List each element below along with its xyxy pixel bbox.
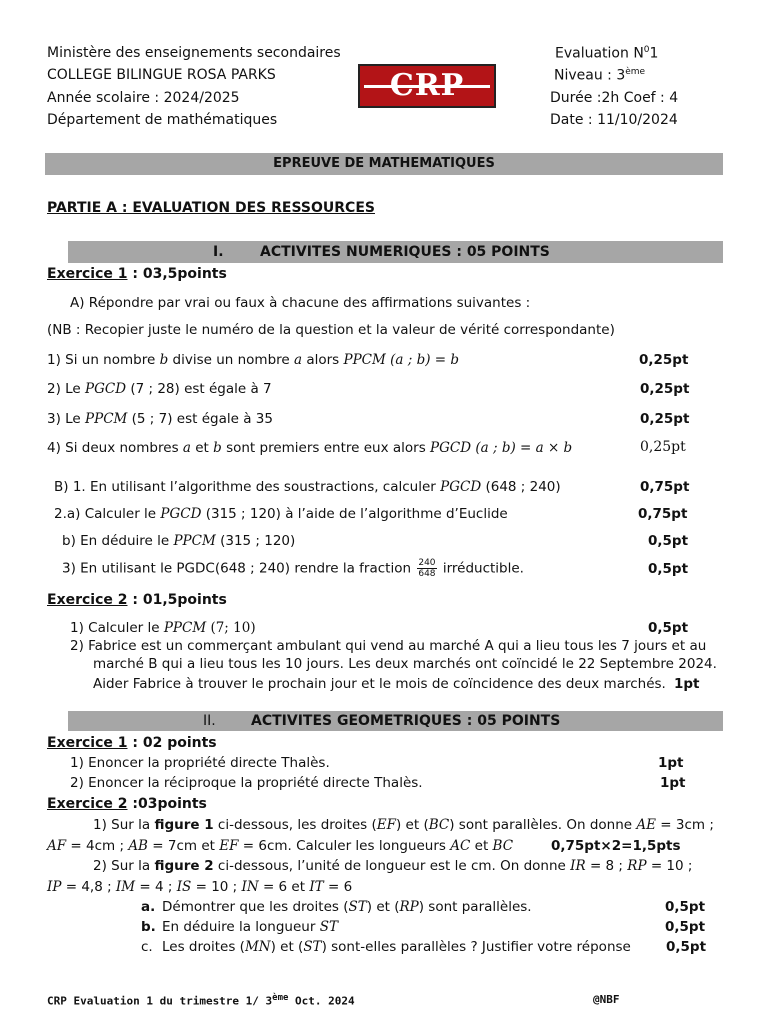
page-title: EPREUVE DE MATHEMATIQUES — [273, 156, 495, 171]
ex1-b-question-3: 3) En utilisant le PGDC(648 ; 240) rendre la fraction $\frac{240}{648}$ irréductible. — [62, 558, 524, 579]
geo-ex1-q2-points: 1pt — [660, 775, 686, 791]
geo-ex2-item-b-label: b. — [141, 919, 156, 935]
department-label: Département de mathématiques — [47, 112, 278, 128]
evaluation-number: Evaluation $N^01$ — [555, 45, 659, 62]
section-2-number: II. — [203, 713, 216, 729]
geo-ex2-line-3: 2) Sur la figure 2 ci-dessous, l’unité de longueur est le cm. On donne IR = 8 ; RP = 10 ; — [93, 858, 693, 874]
section-1-number: I. — [213, 244, 224, 260]
ex2-question-1: 1) Calculer le PPCM (7; 10) — [70, 620, 256, 636]
ex1-question-4: 4) Si deux nombres a et b sont premiers entre eux alors PGCD (a ; b) = a × b — [47, 440, 573, 456]
ex1-b-question-1: B) 1. En utilisant l’algorithme des soustractions, calculer PGCD (648 ; 240) — [54, 479, 561, 495]
ex1-b2a-points: 0,75pt — [638, 506, 688, 522]
footer-left: CRP Evaluation 1 du trimestre 1/ 3ème Oct. 2024 — [47, 993, 355, 1008]
ex1-q4-points: 0,25pt — [640, 439, 686, 455]
geo-ex2-item-a: Démontrer que les droites (ST) et (RP) sont parallèles. — [162, 899, 532, 915]
geo-ex1-question-2: 2) Enoncer la réciproque la propriété directe Thalès. — [70, 775, 423, 791]
ex1-b-question-2b: b) En déduire le PPCM (315 ; 120) — [62, 533, 296, 549]
ex1-question-3: 3) Le PPCM (5 ; 7) est égale à 35 — [47, 411, 273, 427]
geo-ex2-item-c-label: c. — [141, 939, 153, 955]
ex1-note: (NB : Recopier juste le numéro de la question et la valeur de vérité correspondante) — [47, 322, 615, 338]
geo-ex2-a-points: 0,5pt — [665, 899, 706, 915]
ex1-b1-points: 0,75pt — [640, 479, 690, 495]
exercise-1-heading: Exercice 1 : 03,5points — [47, 266, 227, 282]
ex1-b3-points: 0,5pt — [648, 561, 689, 577]
ex1-q2-points: 0,25pt — [640, 381, 690, 397]
section-2-title: ACTIVITES GEOMETRIQUES : 05 POINTS — [251, 713, 561, 729]
college-name: COLLEGE BILINGUE ROSA PARKS — [47, 67, 276, 83]
ex2-q2-points: 1pt — [674, 676, 700, 692]
logo-text: CRP — [389, 68, 465, 103]
geo-ex2-line-1: 1) Sur la figure 1 ci-dessous, les droites (EF) et (BC) sont parallèles. On donne AE = 3cm ; — [93, 817, 714, 833]
geo-exercise-2-heading: Exercice 2 :03points — [47, 796, 207, 812]
geo-ex2-line-4: IP = 4,8 ; IM = 4 ; IS = 10 ; IN = 6 et IT = 6 — [47, 879, 353, 895]
ex1-q1-points: 0,25pt — [639, 352, 689, 368]
geo-ex2-line-2: AF = 4cm ; AB = 7cm et EF = 6cm. Calculer les longueurs AC et BC — [47, 838, 514, 854]
ex1-question-1: 1) Si un nombre b divise un nombre a alors PPCM (a ; b) = b — [47, 352, 460, 368]
crp-logo — [358, 64, 496, 108]
geo-ex2-item-a-label: a. — [141, 899, 156, 915]
ex1-question-2: 2) Le PGCD (7 ; 28) est égale à 7 — [47, 381, 272, 397]
geo-ex2-item-b: En déduire la longueur ST — [162, 919, 338, 935]
section-1-title: ACTIVITES NUMERIQUES : 05 POINTS — [260, 244, 550, 260]
geo-ex2-c-points: 0,5pt — [666, 939, 707, 955]
geo-ex1-question-1: 1) Enoncer la propriété directe Thalès. — [70, 755, 330, 771]
geo-ex1-q1-points: 1pt — [658, 755, 684, 771]
ex1-b2b-points: 0,5pt — [648, 533, 689, 549]
ex2-question-2-line2: marché B qui a lieu tous les 10 jours. Les deux marchés ont coïncidé le 22 Septembre 2024. — [93, 656, 717, 672]
geo-ex2-item-c: Les droites (MN) et (ST) sont-elles parallèles ? Justifier votre réponse — [162, 939, 631, 955]
ex1-q3-points: 0,25pt — [640, 411, 690, 427]
school-year: Année scolaire : 2024/2025 — [47, 90, 240, 106]
ex2-q1-points: 0,5pt — [648, 620, 689, 636]
ex2-question-2-line1: 2) Fabrice est un commerçant ambulant qui vend au marché A qui a lieu tous les 7 jours et au — [70, 638, 707, 654]
ex2-question-2-line3: Aider Fabrice à trouver le prochain jour et le mois de coïncidence des deux marchés. — [93, 676, 666, 692]
exercise-2-heading: Exercice 2 : 01,5points — [47, 592, 227, 608]
ministry-label: Ministère des enseignements secondaires — [47, 45, 341, 61]
part-a-heading: PARTIE A : EVALUATION DES RESSOURCES — [47, 200, 375, 216]
geo-exercise-1-heading: Exercice 1 : 02 points — [47, 735, 217, 751]
exam-date: Date : 11/10/2024 — [550, 112, 678, 128]
level-label: Niveau : 3ème — [554, 67, 646, 84]
ex1-b-question-2a: 2.a) Calculer le PGCD (315 ; 120) à l’aide de l’algorithme d’Euclide — [54, 506, 508, 522]
geo-ex2-b-points: 0,5pt — [665, 919, 706, 935]
geo-ex2-q1-points: 0,75pt×2=1,5pts — [551, 838, 681, 854]
fraction-240-648: $\frac{240}{648}$ — [418, 558, 436, 579]
ex1-part-a-intro: A) Répondre par vrai ou faux à chacune des affirmations suivantes : — [70, 295, 531, 311]
duration-coef: Durée :2h Coef : 4 — [550, 90, 679, 106]
footer-right: @NBF — [593, 993, 620, 1006]
